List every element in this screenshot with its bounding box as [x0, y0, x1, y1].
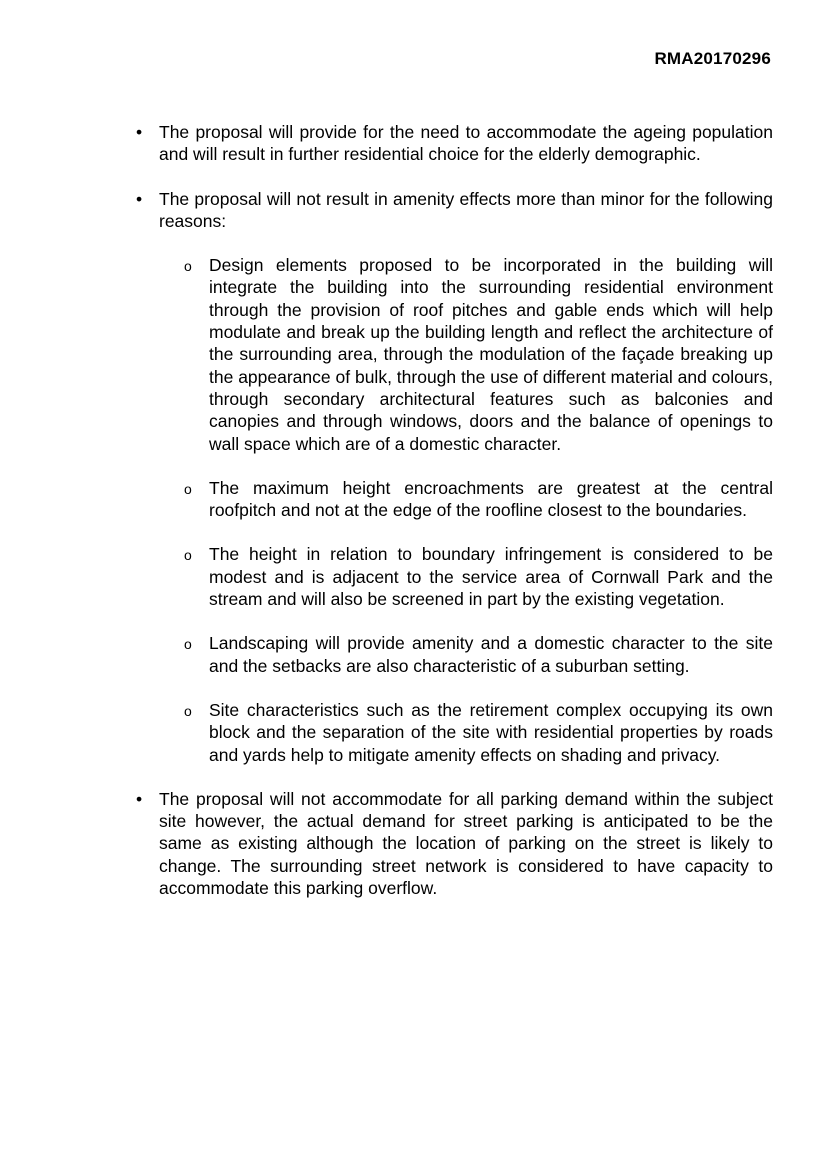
circle-bullet-icon: o	[184, 258, 192, 275]
bullet-item	[136, 788, 773, 899]
bullet-text: The proposal will not accommodate for all parking demand within the subject site however, the actual demand for street parking is anticipated to be the same as existing although the location of parking on the street is likely to change. The surrounding street network is considered to have capacity to accommodate this parking overflow.	[159, 788, 773, 899]
document-reference: RMA20170296	[654, 49, 771, 68]
sub-bullet-item	[159, 254, 773, 455]
bullet-item	[136, 188, 773, 766]
sub-bullet-text: The height in relation to boundary infringement is considered to be modest and is adjacent to the service area of Cornwall Park and the stream and will also be screened in part by the existing vegetation.	[209, 544, 773, 610]
circle-bullet-icon: o	[184, 547, 192, 564]
sub-bullet-item	[159, 543, 773, 610]
sub-bullet-item	[159, 477, 773, 522]
bullet-icon: •	[136, 788, 143, 809]
bullet-text: The proposal will not result in amenity effects more than minor for the following reasons:	[159, 188, 773, 231]
circle-bullet-icon: o	[184, 636, 192, 653]
bullet-icon: •	[136, 122, 143, 142]
bullet-text: The proposal will provide for the need to accommodate the ageing population and will result in further residential choice for the elderly demographic.	[159, 122, 773, 165]
sub-bullet-text: Design elements proposed to be incorporated in the building will integrate the building into the surrounding residential environment through the provision of roof pitches and gable ends which will help modulate and break up the building length and reflect the architecture of the surrounding area, through the modulation of the façade breaking up the appearance of bulk, through the use of different material and colours, through secondary architectural features such as balconies and canopies and through windows, doors and the balance of openings to wall space which are of a domestic character.	[209, 255, 773, 454]
sub-bullet-item	[159, 699, 773, 766]
bullet-list	[136, 121, 773, 899]
sub-bullet-list	[159, 254, 773, 766]
circle-bullet-icon: o	[184, 480, 192, 497]
circle-bullet-icon: o	[184, 702, 192, 719]
sub-bullet-text: Landscaping will provide amenity and a domestic character to the site and the setbacks are also characteristic of a suburban setting.	[209, 633, 773, 676]
sub-bullet-text: Site characteristics such as the retirement complex occupying its own block and the separation of the site with residential properties by roads and yards help to mitigate amenity effects on shading and privacy.	[209, 699, 773, 765]
sub-bullet-text: The maximum height encroachments are greatest at the central roofpitch and not at the edge of the roofline closest to the boundaries.	[209, 477, 773, 521]
bullet-item	[136, 121, 773, 166]
bullet-icon: •	[136, 188, 143, 209]
sub-bullet-item	[159, 632, 773, 677]
document-body	[136, 121, 773, 921]
